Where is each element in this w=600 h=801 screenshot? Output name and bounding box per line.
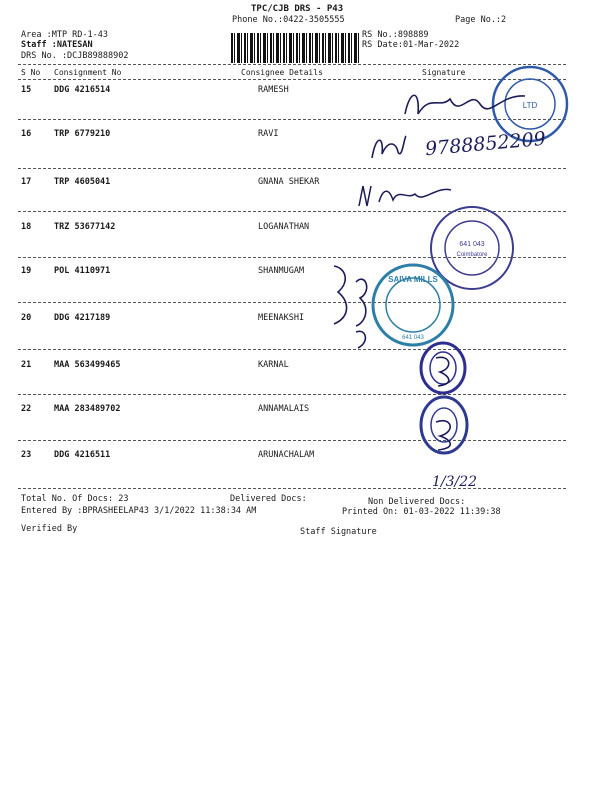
row-divider xyxy=(18,394,566,395)
row-divider xyxy=(18,440,566,441)
svg-text:LTD: LTD xyxy=(522,101,538,110)
column-header-consignee: Consignee Details xyxy=(241,68,323,77)
printed-on: Printed On: 01-03-2022 11:39:38 xyxy=(342,507,501,517)
entered-by: Entered By :BPRASHEELAP43 3/1/2022 11:38:34 AM xyxy=(21,506,257,516)
signature-scribble xyxy=(430,350,460,390)
svg-text:Coimbatore: Coimbatore xyxy=(456,252,488,258)
divider xyxy=(18,79,566,80)
rs-number: RS No.:898889 xyxy=(362,30,429,40)
row-sno: 22 xyxy=(21,404,32,414)
signature-scribble xyxy=(400,84,530,128)
row-consignee: ARUNACHALAM xyxy=(258,450,315,460)
row-divider xyxy=(18,488,566,489)
handwritten-phone-number: 9788852209 xyxy=(424,127,547,161)
page-number: Page No.:2 xyxy=(455,15,507,25)
row-sno: 19 xyxy=(21,266,32,276)
drs-number: DRS No. :DCJB89888902 xyxy=(21,51,129,61)
column-header-sno: S No xyxy=(21,68,41,77)
svg-text:SAIVA MILLS: SAIVA MILLS xyxy=(388,275,438,284)
row-consignment: TRP 6779210 xyxy=(54,129,111,139)
table-row xyxy=(0,177,600,197)
total-docs: Total No. Of Docs: 23 xyxy=(21,494,129,504)
row-sno: 18 xyxy=(21,222,32,232)
staff-signature: Staff Signature xyxy=(300,527,377,537)
svg-text:641 043: 641 043 xyxy=(402,335,424,341)
row-consignment: TRP 4605041 xyxy=(54,177,111,187)
row-divider xyxy=(18,168,566,169)
table-row xyxy=(0,404,600,424)
row-divider xyxy=(18,302,566,303)
table-row xyxy=(0,450,600,470)
row-consignment: MAA 563499465 xyxy=(54,360,121,370)
table-row xyxy=(0,360,600,380)
row-sno: 15 xyxy=(21,85,32,95)
rs-date: RS Date:01-Mar-2022 xyxy=(362,40,460,50)
row-divider xyxy=(18,349,566,350)
barcode xyxy=(231,33,361,63)
row-sno: 20 xyxy=(21,313,32,323)
row-consignee: KARNAL xyxy=(258,360,289,370)
table-row xyxy=(0,313,600,333)
column-header-signature: Signature xyxy=(422,68,466,77)
signature-scribble xyxy=(430,412,464,452)
row-consignment: DDG 4216514 xyxy=(54,85,111,95)
row-consignee: RAMESH xyxy=(258,85,289,95)
row-consignee: LOGANATHAN xyxy=(258,222,310,232)
row-consignee: RAVI xyxy=(258,129,279,139)
row-consignment: POL 4110971 xyxy=(54,266,111,276)
row-sno: 21 xyxy=(21,360,32,370)
column-header-consignment: Consignment No xyxy=(54,68,122,77)
row-consignment: TRZ 53677142 xyxy=(54,222,116,232)
signature-scribble xyxy=(326,262,386,352)
document-title: TPC/CJB DRS - P43 xyxy=(251,4,344,14)
non-delivered-docs: Non Delivered Docs: xyxy=(368,497,466,507)
row-consignee: GNANA SHEKAR xyxy=(258,177,320,187)
row-sno: 16 xyxy=(21,129,32,139)
svg-text:641 043: 641 043 xyxy=(459,241,485,248)
divider xyxy=(18,64,566,65)
row-consignee: ANNAMALAIS xyxy=(258,404,310,414)
row-consignee: MEENAKSHI xyxy=(258,313,305,323)
row-consignment: DDG 4217189 xyxy=(54,313,111,323)
signature-scribble xyxy=(368,130,408,164)
signature-scribble xyxy=(355,180,455,210)
area-label: Area :MTP RD-1-43 xyxy=(21,30,108,40)
verified-by: Verified By xyxy=(21,524,78,534)
delivered-docs: Delivered Docs: xyxy=(230,494,307,504)
handwritten-date: 1/3/22 xyxy=(432,474,478,490)
row-sno: 17 xyxy=(21,177,32,187)
row-sno: 23 xyxy=(21,450,32,460)
row-consignee: SHANMUGAM xyxy=(258,266,305,276)
row-consignment: MAA 283489702 xyxy=(54,404,121,414)
phone-number: Phone No.:0422-3505555 xyxy=(232,15,345,25)
staff-label: Staff :NATESAN xyxy=(21,40,93,50)
row-consignment: DDG 4216511 xyxy=(54,450,111,460)
